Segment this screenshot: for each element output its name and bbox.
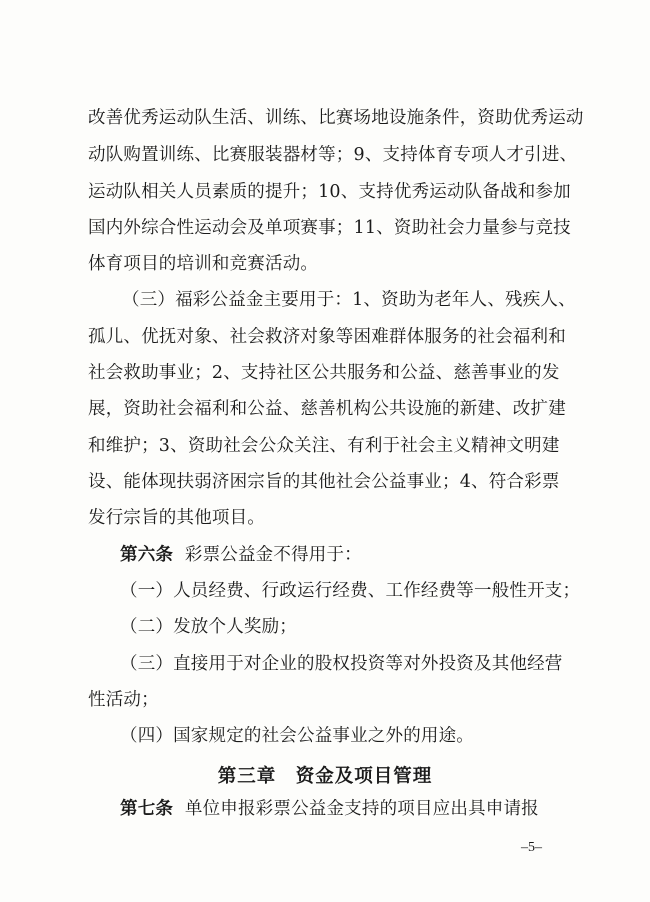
paragraph-line: 国内外综合性运动会及单项赛事；11、资助社会力量参与竞技 — [88, 218, 571, 238]
page-number: –5– — [521, 840, 542, 855]
paragraph-line: 动队购置训练、比赛服装器材等；9、支持体育专项人才引进、 — [88, 145, 578, 165]
paragraph-line: 发行宗旨的其他项目。 — [88, 508, 265, 528]
article-label: 第六条 — [120, 545, 174, 565]
paragraph-line: 改善优秀运动队生活、训练、比赛场地设施条件，资助优秀运动 — [88, 108, 584, 128]
chapter-heading: 第三章 资金及项目管理 — [217, 766, 433, 787]
paragraph-line: 展，资助社会福利和公益、慈善机构公共设施的新建、改扩建 — [88, 399, 566, 419]
list-item: （一）人员经费、行政运行经费、工作经费等一般性开支； — [120, 581, 581, 601]
article-text: 彩票公益金不得用于： — [184, 545, 362, 565]
list-item: （三）直接用于对企业的股权投资等对外投资及其他经营 — [120, 654, 563, 674]
list-item: （四）国家规定的社会公益事业之外的用途。 — [120, 726, 474, 746]
list-item: （二）发放个人奖励； — [120, 617, 297, 637]
paragraph-line: （三）福彩公益金主要用于：1、资助为老年人、残疾人、 — [122, 290, 576, 310]
paragraph-line: 设、能体现扶弱济困宗旨的其他社会公益事业；4、符合彩票 — [88, 472, 560, 492]
paragraph-line: 孤儿、优抚对象、社会救济对象等困难群体服务的社会福利和 — [88, 327, 566, 347]
paragraph-line: 和维护；3、资助社会公众关注、有利于社会主义精神文明建 — [88, 436, 560, 456]
article-label: 第七条 — [120, 799, 174, 819]
article-6 — [120, 544, 362, 566]
paragraph-line: 体育项目的培训和竞赛活动。 — [88, 254, 319, 274]
paragraph-line: 运动队相关人员素质的提升；10、支持优秀运动队备战和参加 — [88, 182, 571, 202]
paragraph-line: 社会救助事业；2、支持社区公共服务和公益、慈善事业的发 — [88, 363, 560, 383]
article-text: 单位申报彩票公益金支持的项目应出具申请报 — [184, 799, 539, 819]
article-7 — [120, 798, 539, 820]
list-item-continuation: 性活动； — [88, 690, 159, 710]
